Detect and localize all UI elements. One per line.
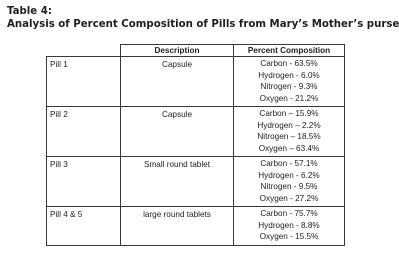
table-row xyxy=(47,107,345,157)
pill-composition xyxy=(234,157,345,207)
composition-line: Hydrogen - 8.8% xyxy=(258,220,320,230)
table-title: Analysis of Percent Composition of Pills from Mary’s Mother’s purse xyxy=(7,19,399,30)
pill-name: Pill 3 xyxy=(47,157,121,207)
table-number: Table 4: xyxy=(7,6,52,17)
pill-name: Pill 4 & 5 xyxy=(47,207,121,246)
pill-description: Capsule xyxy=(121,57,234,107)
composition-line: Hydrogen - 6.0% xyxy=(258,70,320,80)
pill-description: large round tablets xyxy=(121,207,234,246)
table-row xyxy=(47,57,345,107)
pill-description: Small round tablet xyxy=(121,157,234,207)
composition-line: Carbon – 15.9% xyxy=(259,109,319,118)
header-composition: Percent Composition xyxy=(234,45,345,57)
header-row xyxy=(47,45,345,57)
header-description: Description xyxy=(121,45,234,57)
composition-line: Oxygen - 27.2% xyxy=(259,193,319,203)
pill-composition xyxy=(234,107,345,157)
composition-line: Nitrogen – 18.5% xyxy=(257,132,321,142)
composition-line: Oxygen - 21.2% xyxy=(259,93,319,103)
pill-description: Capsule xyxy=(121,107,234,157)
composition-line: Carbon - 57.1% xyxy=(260,159,318,168)
composition-line: Carbon - 63.5% xyxy=(260,59,318,68)
composition-line: Nitrogen - 9.5% xyxy=(260,182,318,192)
table-row xyxy=(47,207,345,246)
table-caption xyxy=(7,5,399,31)
table-row xyxy=(47,157,345,207)
composition-line: Hydrogen – 2.2% xyxy=(257,120,321,130)
pill-name: Pill 1 xyxy=(47,57,121,107)
composition-line: Carbon - 75.7% xyxy=(260,209,318,218)
pill-name: Pill 2 xyxy=(47,107,121,157)
pill-composition-table xyxy=(46,44,345,246)
pill-composition xyxy=(234,57,345,107)
pill-composition xyxy=(234,207,345,246)
composition-line: Nitrogen - 9.3% xyxy=(260,82,318,92)
composition-line: Oxygen - 15.5% xyxy=(259,232,319,242)
composition-line: Oxygen – 63.4% xyxy=(258,143,320,153)
header-blank-cell xyxy=(47,45,121,57)
composition-line: Hydrogen - 6.2% xyxy=(258,170,320,180)
